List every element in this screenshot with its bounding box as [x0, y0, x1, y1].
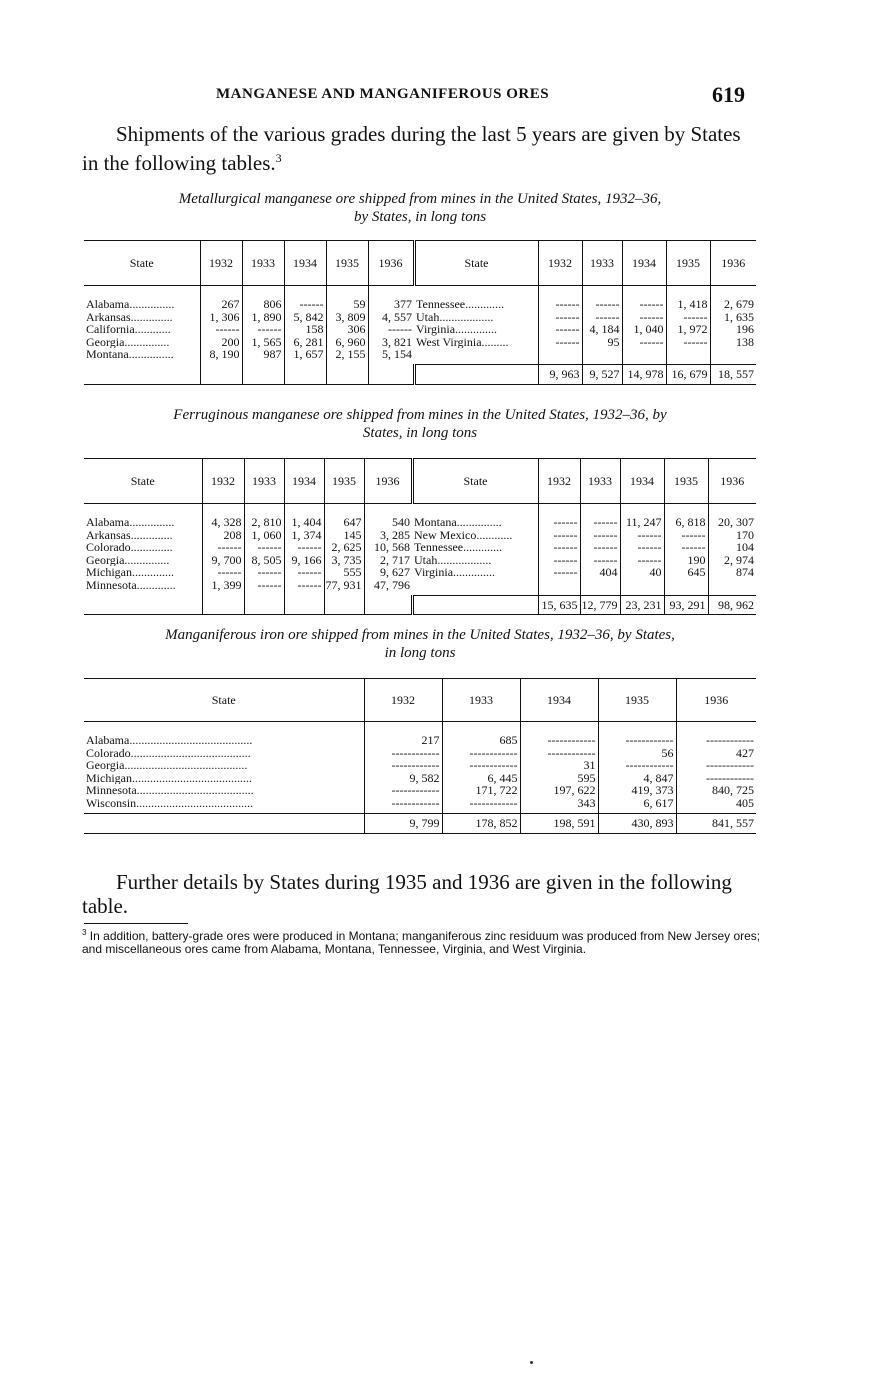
column-header-state: State [84, 459, 202, 504]
cell-value: ------ [681, 528, 706, 541]
cell-value: ------ [553, 528, 578, 541]
left-year-column [242, 286, 284, 365]
cell-value: 2, 717 [380, 553, 410, 566]
cell-value: ------------ [625, 734, 674, 747]
state-name: Wisconsin....................................... [86, 796, 254, 809]
cell-value: 645 [687, 566, 706, 579]
cell-value: 6, 281 [293, 335, 324, 348]
cell-value: ------ [683, 335, 708, 348]
footnote-rule [84, 923, 188, 924]
cell-value: ------------ [706, 771, 754, 784]
cell-value: 8, 505 [251, 553, 282, 566]
state-name: Virginia.............. [414, 566, 496, 579]
table2-caption-line2: States, in long tons [362, 425, 478, 441]
table3-caption-line2: in long tons [384, 645, 456, 661]
cell-value: 3, 735 [331, 553, 362, 566]
cell-value: 1, 040 [633, 323, 664, 336]
cell-value: 4, 557 [382, 310, 412, 323]
total-blank-cell [364, 595, 412, 615]
cell-value: 1, 399 [211, 578, 242, 591]
cell-value: 1, 418 [677, 298, 708, 311]
cell-value: ------ [215, 323, 240, 336]
table3-total-row [84, 814, 756, 834]
cell-value: ------ [553, 553, 578, 566]
cell-value: ------ [257, 566, 282, 579]
cell-value: ------ [555, 298, 580, 311]
cell-value: 540 [392, 516, 410, 529]
total-blank-cell [284, 595, 324, 615]
cell-value: 2, 625 [331, 541, 362, 554]
cell-value: 6, 617 [643, 796, 674, 809]
total-blank-cell [202, 595, 244, 615]
cell-value: 196 [736, 323, 754, 336]
total-value: 98, 962 [708, 595, 756, 615]
cell-value: 31 [583, 759, 596, 772]
state-name: Arkansas.............. [86, 310, 173, 323]
cell-value: ------ [555, 335, 580, 348]
cell-value: ------------ [547, 734, 596, 747]
total-value: 198, 591 [520, 814, 598, 834]
cell-value: ------ [388, 323, 412, 336]
state-name: Alabama............... [86, 298, 175, 311]
year-column [676, 722, 756, 814]
cell-value: 3, 285 [380, 528, 410, 541]
cell-value: ------ [257, 541, 282, 554]
column-header-year: 1934 [622, 241, 666, 286]
total-value: 16, 679 [666, 365, 710, 385]
left-year-column [364, 504, 412, 596]
total-blank-cell [200, 365, 242, 385]
cell-value: 158 [305, 323, 324, 336]
table1-header-row [84, 241, 756, 286]
total-value: 23, 231 [620, 595, 664, 615]
cell-value: ------ [257, 578, 282, 591]
column-header-year: 1936 [708, 459, 756, 504]
cell-value: 377 [394, 298, 412, 311]
cell-value: 200 [221, 335, 240, 348]
cell-value: ------ [297, 578, 322, 591]
cell-value: 190 [687, 553, 706, 566]
cell-value: ------ [637, 541, 662, 554]
column-header-year: 1934 [620, 459, 664, 504]
state-name: Colorado........................................ [86, 746, 251, 759]
column-header-year: 1933 [442, 679, 520, 722]
table3-header-row [84, 679, 756, 722]
cell-value: 2, 974 [724, 553, 754, 566]
table1-caption [82, 190, 758, 226]
cell-value: ------ [637, 553, 662, 566]
cell-value: 10, 568 [374, 541, 410, 554]
cell-value: 20, 307 [718, 516, 754, 529]
cell-value: ------ [553, 541, 578, 554]
running-head: MANGANESE AND MANGANIFEROUS ORES [216, 86, 550, 102]
right-year-column [620, 504, 664, 596]
state-name: Minnesota............. [86, 578, 176, 591]
total-value: 14, 978 [622, 365, 666, 385]
cell-value: 5, 154 [382, 348, 412, 361]
footnote-ref: 3 [275, 151, 282, 165]
cell-value: 840, 725 [712, 784, 754, 797]
total-value: 178, 852 [442, 814, 520, 834]
cell-value: 1, 890 [251, 310, 282, 323]
table2-header-row [84, 459, 756, 504]
right-year-column [708, 504, 756, 596]
column-header-year: 1934 [284, 241, 326, 286]
total-state-cell [412, 595, 538, 615]
cell-value: ------ [595, 310, 620, 323]
cell-value: ------------ [391, 784, 440, 797]
cell-value: 104 [736, 541, 754, 554]
year-column [520, 722, 598, 814]
cell-value: 8, 190 [209, 348, 240, 361]
left-year-column [284, 504, 324, 596]
right-year-column [664, 504, 708, 596]
year-column [364, 722, 442, 814]
cell-value: 1, 657 [293, 348, 324, 361]
cell-value: ------------ [391, 796, 440, 809]
cell-value: ------ [593, 541, 618, 554]
further-details-paragraph: Further details by States during 1935 and 1936 are given in the following table. [82, 870, 732, 918]
cell-value: ------ [217, 541, 242, 554]
left-state-column [84, 504, 202, 596]
total-blank-cell [84, 365, 200, 385]
column-header-year: 1935 [666, 241, 710, 286]
cell-value: ------ [297, 566, 322, 579]
table2-caption [82, 406, 758, 442]
cell-value: ------ [595, 298, 620, 311]
cell-value: 4, 847 [643, 771, 674, 784]
cell-value: ------ [639, 310, 664, 323]
cell-value: ------------ [469, 759, 518, 772]
cell-value: ------ [217, 566, 242, 579]
total-blank-cell [244, 595, 284, 615]
cell-value: 806 [263, 298, 282, 311]
column-header-year: 1936 [368, 241, 414, 286]
total-value: 9, 963 [538, 365, 582, 385]
cell-value: 1, 374 [291, 528, 322, 541]
cell-value: ------ [593, 553, 618, 566]
footnote-text: In addition, battery-grade ores were produced in Montana; manganiferous zinc residuum was produced from New Jersey ores; and miscellaneous ores came from Alabama, Montana, Tennessee, Virginia, and West Virginia. [82, 929, 761, 956]
state-name: Arkansas.............. [86, 528, 173, 541]
left-state-column [84, 286, 200, 365]
cell-value: 555 [343, 566, 362, 579]
column-header-year: 1933 [580, 459, 620, 504]
table2-caption-line1: Ferruginous manganese ore shipped from mines in the United States, 1932–36, by [173, 407, 667, 423]
total-value: 9, 527 [582, 365, 622, 385]
cell-value: 343 [577, 796, 596, 809]
cell-value: 6, 960 [335, 335, 366, 348]
state-name: Tennessee............. [414, 541, 503, 554]
right-year-column [666, 286, 710, 365]
column-header-state: State [414, 241, 538, 286]
cell-value: 685 [499, 734, 518, 747]
cell-value: 404 [599, 566, 618, 579]
column-header-year: 1936 [676, 679, 756, 722]
table3-caption [82, 626, 758, 662]
cell-value: 47, 796 [374, 578, 410, 591]
right-state-column [412, 504, 538, 596]
cell-value: 6, 818 [675, 516, 706, 529]
right-year-column [710, 286, 756, 365]
cell-value: 267 [221, 298, 240, 311]
cell-value: 405 [736, 796, 754, 809]
cell-value: 419, 373 [631, 784, 674, 797]
cell-value: 1, 635 [724, 310, 754, 323]
cell-value: 3, 821 [382, 335, 412, 348]
table1-body-row [84, 286, 756, 365]
left-year-column [324, 504, 364, 596]
state-name: Virginia.............. [416, 323, 498, 336]
table1-total-row [84, 365, 756, 385]
column-header-year: 1933 [582, 241, 622, 286]
cell-value: ------ [637, 528, 662, 541]
state-name: Minnesota....................................... [86, 784, 254, 797]
table1-caption-line1: Metallurgical manganese ore shipped from mines in the United States, 1932–36, [178, 191, 662, 207]
left-year-column [368, 286, 414, 365]
column-header-year: 1932 [364, 679, 442, 722]
cell-value: 56 [661, 746, 674, 759]
cell-value: 145 [343, 528, 362, 541]
state-name: Georgia......................................... [86, 759, 248, 772]
column-header-year: 1932 [202, 459, 244, 504]
cell-value: ------ [553, 566, 578, 579]
state-name: Georgia............... [86, 553, 170, 566]
cell-value: ------------ [391, 746, 440, 759]
cell-value: 95 [607, 335, 620, 348]
cell-value: 138 [736, 335, 754, 348]
cell-value: 2, 810 [251, 516, 282, 529]
state-name: Utah.................. [414, 553, 492, 566]
cell-value: ------ [683, 310, 708, 323]
column-header-year: 1933 [242, 241, 284, 286]
cell-value: 208 [223, 528, 242, 541]
column-header-year: 1936 [364, 459, 412, 504]
left-year-column [202, 504, 244, 596]
total-blank-cell [326, 365, 368, 385]
cell-value: 306 [347, 323, 366, 336]
column-header-year: 1936 [710, 241, 756, 286]
cell-value: 40 [649, 566, 662, 579]
cell-value: 1, 565 [251, 335, 282, 348]
cell-value: 11, 247 [625, 516, 662, 529]
column-header-year: 1932 [538, 241, 582, 286]
cell-value: 9, 166 [291, 553, 322, 566]
year-column [598, 722, 676, 814]
cell-value: ------------ [547, 746, 596, 759]
cell-value: ------------ [706, 759, 754, 772]
state-name: Alabama............... [86, 516, 175, 529]
cell-value: ------ [555, 310, 580, 323]
state-column [84, 722, 364, 814]
left-year-column [326, 286, 368, 365]
cell-value: 217 [421, 734, 440, 747]
table3-body-row [84, 722, 756, 814]
state-name: Utah.................. [416, 310, 494, 323]
state-name: Montana............... [414, 516, 502, 529]
intro-paragraph [82, 122, 758, 175]
column-header-year: 1934 [284, 459, 324, 504]
total-blank-cell [284, 365, 326, 385]
total-state-cell [414, 365, 538, 385]
right-state-column [414, 286, 538, 365]
column-header-year: 1932 [538, 459, 580, 504]
cell-value: 171, 722 [475, 784, 518, 797]
state-name: Alabama......................................... [86, 734, 253, 747]
cell-value: ------ [297, 541, 322, 554]
cell-value: ------ [681, 541, 706, 554]
cell-value: 59 [353, 298, 366, 311]
cell-value: ------------ [391, 759, 440, 772]
cell-value: ------------ [706, 734, 754, 747]
total-blank-cell [242, 365, 284, 385]
total-state-cell [84, 814, 364, 834]
state-name: Tennessee............. [416, 298, 505, 311]
cell-value: 9, 700 [211, 553, 242, 566]
cell-value: 4, 184 [589, 323, 620, 336]
state-name: Georgia............... [86, 335, 170, 348]
cell-value: ------ [593, 528, 618, 541]
cell-value: 9, 582 [409, 771, 440, 784]
cell-value: 3, 809 [335, 310, 366, 323]
total-value: 841, 557 [676, 814, 756, 834]
column-header-year: 1935 [324, 459, 364, 504]
table2-body-row [84, 504, 756, 596]
table-manganiferous-iron-ore [84, 678, 756, 834]
year-column [442, 722, 520, 814]
cell-value: 4, 328 [211, 516, 242, 529]
page-speck [530, 1361, 533, 1364]
cell-value: ------ [555, 323, 580, 336]
cell-value: 197, 622 [553, 784, 596, 797]
total-value: 9, 799 [364, 814, 442, 834]
footnote-marker: 3 [82, 928, 87, 937]
cell-value: 1, 404 [291, 516, 322, 529]
column-header-state: State [412, 459, 538, 504]
total-blank-cell [84, 595, 202, 615]
cell-value: ------ [639, 298, 664, 311]
cell-value: 1, 306 [209, 310, 240, 323]
state-name: West Virginia......... [416, 335, 509, 348]
cell-value: ------ [593, 516, 618, 529]
cell-value: 6, 445 [487, 771, 518, 784]
table-metallurgical-ore [84, 240, 756, 385]
intro-text: Shipments of the various grades during the last 5 years are given by States in the following tables. [82, 122, 741, 175]
state-name: Michigan.............. [86, 566, 174, 579]
cell-value: ------ [299, 298, 324, 311]
right-year-column [538, 286, 582, 365]
right-year-column [622, 286, 666, 365]
state-name: New Mexico............ [414, 528, 513, 541]
column-header-state: State [84, 679, 364, 722]
cell-value: 77, 931 [325, 578, 362, 591]
cell-value: 170 [736, 528, 754, 541]
column-header-year: 1935 [326, 241, 368, 286]
cell-value: ------------ [469, 796, 518, 809]
cell-value: 595 [577, 771, 596, 784]
cell-value: 1, 060 [251, 528, 282, 541]
cell-value: 5, 842 [293, 310, 324, 323]
cell-value: ------------ [469, 746, 518, 759]
state-name: California............ [86, 323, 171, 336]
table-ferruginous-ore [84, 458, 756, 615]
column-header-year: 1935 [664, 459, 708, 504]
total-blank-cell [324, 595, 364, 615]
left-year-column [284, 286, 326, 365]
state-name: Colorado.............. [86, 541, 173, 554]
column-header-year: 1934 [520, 679, 598, 722]
cell-value: 1, 972 [677, 323, 708, 336]
column-header-state: State [84, 241, 200, 286]
cell-value: 874 [736, 566, 754, 579]
left-year-column [200, 286, 242, 365]
page-number: 619 [712, 82, 745, 107]
cell-value: ------------ [625, 759, 674, 772]
cell-value: 2, 155 [335, 348, 366, 361]
table2-total-row [84, 595, 756, 615]
total-value: 12, 779 [580, 595, 620, 615]
total-value: 18, 557 [710, 365, 756, 385]
total-value: 15, 635 [538, 595, 580, 615]
right-year-column [582, 286, 622, 365]
table3-caption-line1: Manganiferous iron ore shipped from mines in the United States, 1932–36, by States, [165, 627, 675, 643]
column-header-year: 1932 [200, 241, 242, 286]
cell-value: 427 [736, 746, 754, 759]
cell-value: 2, 679 [724, 298, 754, 311]
right-year-column [538, 504, 580, 596]
state-name: Montana............... [86, 348, 174, 361]
cell-value: 9, 627 [380, 566, 410, 579]
total-blank-cell [368, 365, 414, 385]
total-value: 93, 291 [664, 595, 708, 615]
footnote [82, 926, 762, 956]
state-name: Michigan........................................ [86, 771, 252, 784]
total-value: 430, 893 [598, 814, 676, 834]
table1-caption-line2: by States, in long tons [353, 209, 487, 225]
cell-value: ------ [639, 335, 664, 348]
left-year-column [244, 504, 284, 596]
cell-value: ------ [257, 323, 282, 336]
column-header-year: 1933 [244, 459, 284, 504]
cell-value: ------ [553, 516, 578, 529]
cell-value: 987 [263, 348, 282, 361]
cell-value: 647 [343, 516, 362, 529]
right-year-column [580, 504, 620, 596]
column-header-year: 1935 [598, 679, 676, 722]
